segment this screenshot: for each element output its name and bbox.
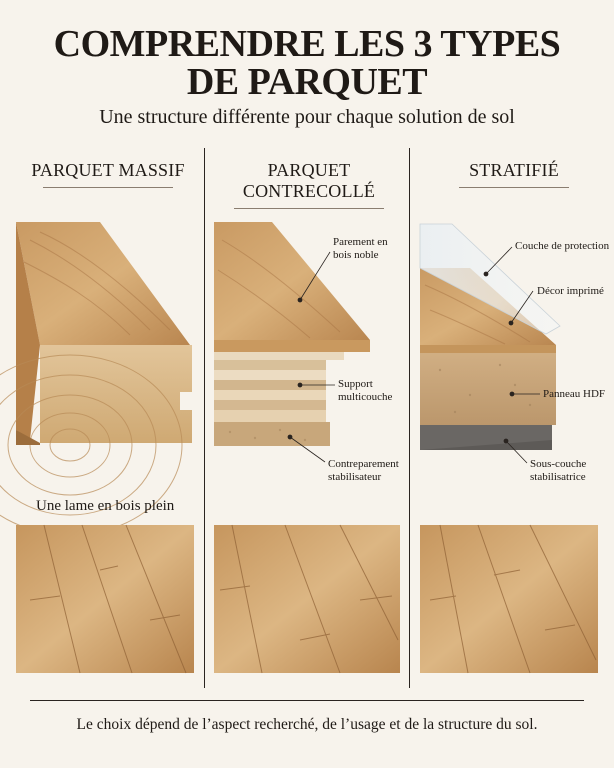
caption-lame-bois-plein: Une lame en bois plein xyxy=(36,498,175,514)
page-title-line1: COMPRENDRE LES 3 TYPES xyxy=(53,23,561,65)
label-decor-imprime: Décor imprimé xyxy=(537,285,604,297)
massif-board xyxy=(0,222,192,535)
label-panneau-hdf: Panneau HDF xyxy=(543,388,606,400)
page-title-line2: DE PARQUET xyxy=(186,61,428,103)
label-support-multicouche: Support multicouche xyxy=(338,378,393,403)
label-contreparement-stabilisateur: Contreparement stabilisateur xyxy=(328,458,399,483)
label-couche-protection: Couche de protection xyxy=(515,240,610,252)
heading-parquet-contrecolle: PARQUET CONTRECOLLÉ xyxy=(208,160,410,209)
stratifie-floor-photo xyxy=(420,525,598,673)
label-sous-couche-stabilisatrice: Sous-couche stabilisatrice xyxy=(530,458,587,483)
footer-divider xyxy=(30,700,584,701)
footer-note: Le choix dépend de l’aspect recherché, de l’usage et de la structure du sol. xyxy=(76,716,538,733)
heading-stratifie: STRATIFIÉ xyxy=(420,160,608,188)
page-subtitle: Une structure différente pour chaque solution de sol xyxy=(99,106,515,128)
label-parement-bois-noble: Parement en bois noble xyxy=(333,236,388,261)
stratifie-board xyxy=(420,224,560,450)
contrecolle-floor-photo xyxy=(214,525,400,673)
massif-floor-photo xyxy=(16,525,194,673)
heading-parquet-massif: PARQUET MASSIF xyxy=(22,160,194,188)
